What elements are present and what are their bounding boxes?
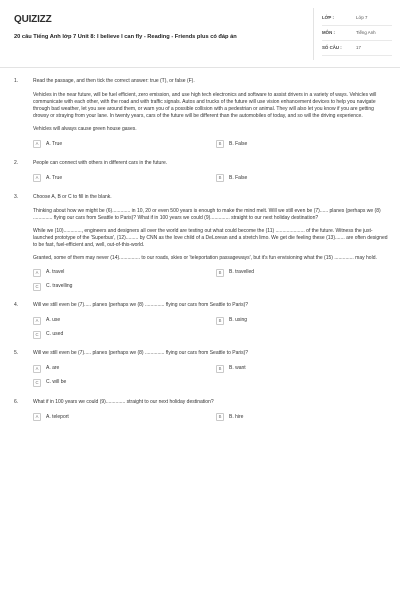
option-text: B. hire (229, 413, 244, 420)
meta-label-count: SỐ CÂU : (322, 45, 342, 51)
option-text: B. travelled (229, 269, 255, 276)
question-statement: Vehicles will always cause green house gases. (33, 126, 137, 133)
option-letter-box: A (33, 174, 41, 182)
question-number: 5. (14, 350, 19, 357)
option-letter-box: A (33, 269, 41, 277)
answer-options (33, 268, 389, 291)
meta-value-subject: Tiếng Anh (356, 30, 376, 36)
answer-option[interactable] (33, 140, 216, 149)
answer-options (33, 316, 389, 339)
question-prompt: Will we still even be (7)..... planes (perhaps we (8) .............. flying our cars from Seattle to Paris)? (33, 302, 249, 309)
answer-options (33, 140, 389, 149)
question-prompt: Read the passage, and then tick the correct answer: true (T), or false (F). (33, 78, 195, 84)
answer-option[interactable] (33, 365, 216, 374)
question-item (14, 160, 389, 183)
answer-options (33, 174, 389, 183)
option-text: A. True (46, 140, 63, 147)
answer-options (33, 413, 389, 422)
question-number: 6. (14, 398, 19, 405)
option-letter-box: C (33, 331, 41, 339)
question-prompt: What if in 100 years we could (9).............. straight to our next holiday destination? (33, 398, 214, 405)
answer-option[interactable] (33, 330, 216, 339)
reading-passage: While we (10)............., engineers and designers all over the world are testing out what could become the (11) ..................... of the future. Witness the just-launched prototype of the 'Superbus', (12)......... by CNN as the love child of a DeLorean and a stretch limo. We get die feeling these (13)....... are often designed to be fast, fuel-efficient and, well, out-of-this-world. (33, 227, 388, 249)
question-item (14, 302, 389, 339)
option-text: B. using (229, 317, 248, 324)
option-text: B. False (229, 174, 248, 181)
answer-option[interactable] (33, 282, 216, 291)
option-letter-box: A (33, 365, 41, 373)
option-letter-box: B (216, 317, 224, 325)
option-text: C. will be (46, 379, 67, 386)
answer-option[interactable] (216, 413, 399, 422)
meta-row-class (322, 12, 392, 26)
option-text: A. are (46, 365, 60, 372)
reading-passage: Thinking about how we might be (6)............. in 10, 20 or even 500 years is enough to make the mind melt. Will we still even be (7)...... planes (perhaps we (8) .............. flying our cars from Seattle to Paris)? What if in 100 years we could (9).............. straight to our next holiday destination? (33, 207, 381, 221)
option-text: A. travel (46, 269, 65, 276)
option-text: B. want (229, 365, 246, 372)
question-item (14, 78, 389, 149)
option-letter-box: B (216, 413, 224, 421)
option-letter-box: A (33, 413, 41, 421)
option-letter-box: B (216, 365, 224, 373)
meta-label-subject: MÔN : (322, 30, 335, 36)
worksheet-header (0, 0, 400, 68)
answer-option[interactable] (216, 316, 399, 325)
reading-passage: Granted, some of them may never (14)............... to our roads, skies or 'teleportation passageways', but it's fun envisioning what the (15) .............. may hold. (33, 255, 377, 262)
answer-option[interactable] (216, 140, 399, 149)
question-item (14, 350, 389, 387)
question-item (14, 399, 389, 422)
header-divider (313, 8, 314, 60)
question-number: 4. (14, 302, 19, 309)
option-text: C. used (46, 331, 64, 338)
question-list (14, 78, 389, 433)
option-text: B. False (229, 140, 248, 147)
option-letter-box: B (216, 174, 224, 182)
option-letter-box: B (216, 269, 224, 277)
answer-option[interactable] (33, 379, 216, 388)
reading-passage: Vehicles in the near future, will be fuel efficient, zero emission, and use high tech electronics and software to assist drivers in a variety of ways. Vehicles will communicate with each other, with the road and with traffic signals. Autos and trucks of the future will use vision enhancement devices to help you navigate through bad weather, let you see around them, or warn you of a possible collision with a pedestrian or animal. They will also let you know if you are getting drowsy or straying from your lane. In twenty years, cars of the future will be different than the automobiles of today, and so will the driving experience. (33, 92, 377, 120)
answer-option[interactable] (33, 316, 216, 325)
option-text: A. use (46, 317, 61, 324)
option-letter-box: A (33, 140, 41, 148)
meta-row-count (322, 42, 392, 56)
worksheet-title: 20 câu Tiếng Anh lớp 7 Unit 8: I believe I can fly - Reading - Friends plus có đáp án (14, 34, 237, 40)
answer-option[interactable] (33, 174, 216, 183)
question-prompt: People can connect with others in different cars in the future. (33, 159, 168, 166)
answer-option[interactable] (216, 174, 399, 183)
meta-row-subject (322, 27, 392, 41)
question-item (14, 194, 389, 292)
quizizz-logo[interactable]: QUIZIZZ (14, 14, 52, 25)
meta-value-class: Lớp 7 (356, 15, 368, 21)
meta-value-count: 17 (356, 45, 361, 51)
option-letter-box: B (216, 140, 224, 148)
question-number: 1. (14, 78, 19, 84)
answer-options (33, 365, 389, 388)
answer-option[interactable] (216, 268, 399, 277)
question-number: 3. (14, 193, 19, 200)
option-letter-box: A (33, 317, 41, 325)
option-letter-box: C (33, 379, 41, 387)
meta-label-class: LỚP : (322, 15, 334, 21)
question-prompt: Will we still even be (7)..... planes (perhaps we (8) .............. flying our cars from Seattle to Paris)? (33, 350, 249, 357)
answer-option[interactable] (33, 268, 216, 277)
option-text: A. teleport (46, 413, 69, 420)
option-text: C. travelling (46, 283, 73, 290)
answer-option[interactable] (33, 413, 216, 422)
option-text: A. True (46, 174, 63, 181)
option-letter-box: C (33, 283, 41, 291)
question-prompt: Choose A, B or C to fill in the blank. (33, 193, 112, 200)
question-number: 2. (14, 159, 19, 166)
answer-option[interactable] (216, 365, 399, 374)
